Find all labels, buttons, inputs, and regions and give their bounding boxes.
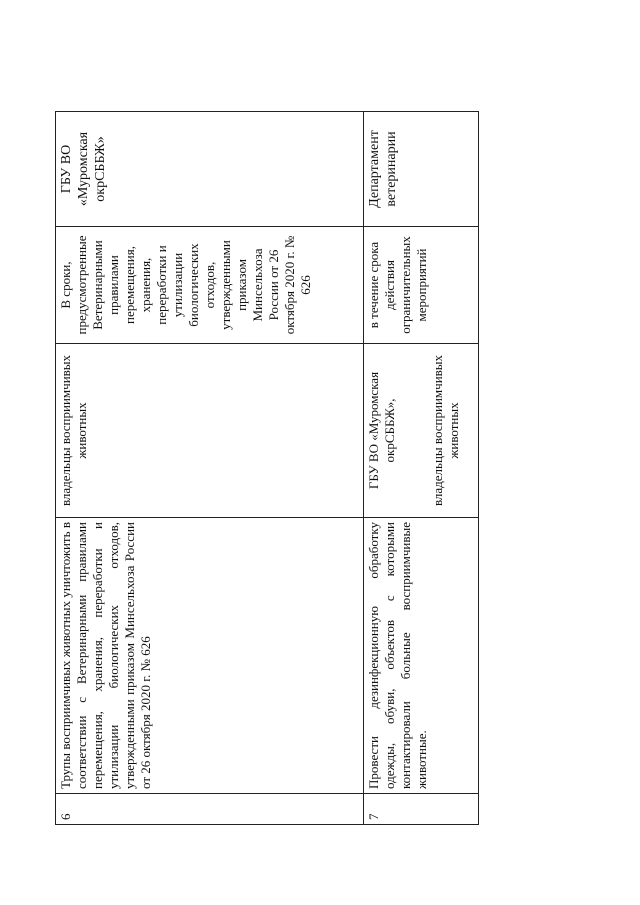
executor-cell: ГБУ ВО «Муромская окрСББЖ»: [56, 112, 364, 227]
responsible-cell: [364, 344, 479, 518]
responsible-party: владельцы восприимчивых животных: [430, 354, 461, 507]
responsible-party: ГБУ ВО «Муромская окрСББЖ»,: [366, 371, 397, 490]
table-row: [364, 112, 479, 825]
responsible-cell: [56, 344, 364, 518]
executor-cell: Департамент ветеринарии: [364, 112, 479, 227]
row-number: 6: [56, 794, 364, 825]
deadline-cell: В сроки, предусмотренные Ветеринарными правилами перемещения, хранения, переработки и утилизации биологических отходов, утвержденными приказом Минсельхоза России от 26 октября 2020 г. № 626: [56, 227, 364, 344]
action-cell: Провести дезинфекционную обработку одежды, обуви, объектов с которыми контактировали больные восприимчивые животные.: [364, 518, 479, 794]
measures-table: [55, 111, 479, 825]
responsible-party: владельцы восприимчивых животных: [58, 354, 89, 507]
row-number: 7: [364, 794, 479, 825]
action-cell: Трупы восприимчивых животных уничтожить в соответствии с Ветеринарными правилами перемещения, хранения, переработки и утилизации биологических отходов, утвержденными приказом Минсельхоза России от 26 октября 2020 г. № 626: [56, 518, 364, 794]
deadline-cell: в течение срока действия ограничительных мероприятий: [364, 227, 479, 344]
table-row: [56, 112, 364, 825]
